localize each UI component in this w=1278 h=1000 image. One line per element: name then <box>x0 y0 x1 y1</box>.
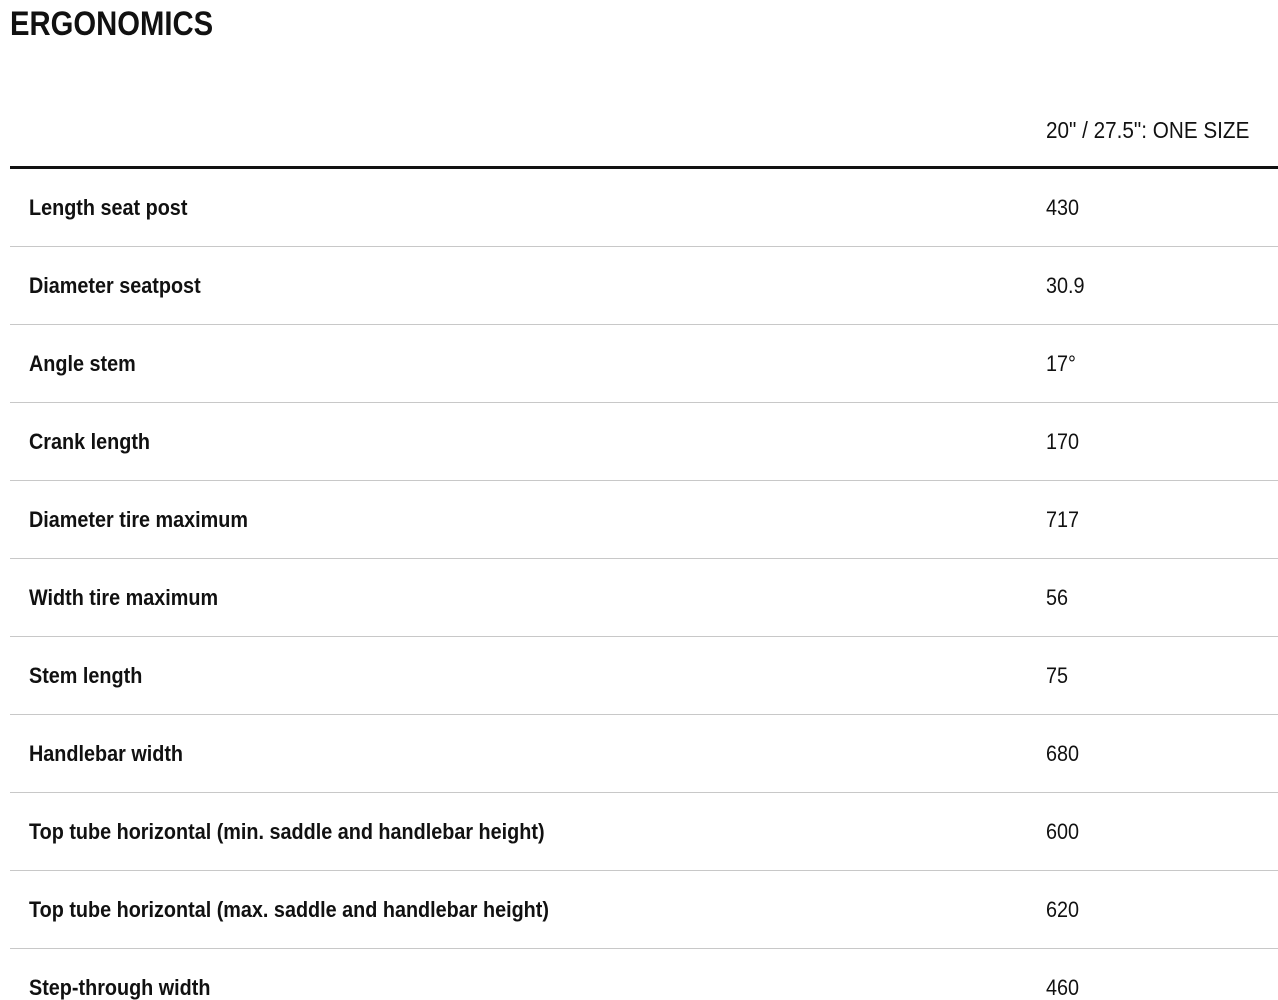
row-label: Step-through width <box>10 949 1046 1000</box>
row-label: Width tire maximum <box>10 559 1046 637</box>
row-value: 460 <box>1046 949 1278 1000</box>
row-value: 717 <box>1046 481 1278 559</box>
row-label: Crank length <box>10 403 1046 481</box>
table-header-row <box>10 94 1278 168</box>
row-label: Stem length <box>10 637 1046 715</box>
row-label: Length seat post <box>10 168 1046 247</box>
row-label: Angle stem <box>10 325 1046 403</box>
row-label: Top tube horizontal (max. saddle and handlebar height) <box>10 871 1046 949</box>
row-value: 600 <box>1046 793 1278 871</box>
row-value: 56 <box>1046 559 1278 637</box>
table-row <box>10 949 1278 1000</box>
row-value: 17° <box>1046 325 1278 403</box>
table-row <box>10 481 1278 559</box>
table-row <box>10 247 1278 325</box>
row-value: 680 <box>1046 715 1278 793</box>
table-row <box>10 403 1278 481</box>
row-value: 30.9 <box>1046 247 1278 325</box>
table-row <box>10 793 1278 871</box>
row-label: Diameter tire maximum <box>10 481 1046 559</box>
label-column-header <box>10 94 1046 168</box>
row-label: Top tube horizontal (min. saddle and handlebar height) <box>10 793 1046 871</box>
row-value: 75 <box>1046 637 1278 715</box>
table-row <box>10 168 1278 247</box>
size-column-header-text: 20" / 27.5": ONE SIZE <box>1046 116 1250 143</box>
table-row <box>10 871 1278 949</box>
section-title: ERGONOMICS <box>10 5 214 43</box>
row-value: 430 <box>1046 168 1278 247</box>
row-value: 620 <box>1046 871 1278 949</box>
row-label: Handlebar width <box>10 715 1046 793</box>
table-row <box>10 637 1278 715</box>
row-value: 170 <box>1046 403 1278 481</box>
table-row <box>10 715 1278 793</box>
ergonomics-table <box>10 94 1278 1000</box>
row-label: Diameter seatpost <box>10 247 1046 325</box>
size-column-header <box>1046 94 1278 168</box>
table-row <box>10 325 1278 403</box>
table-row <box>10 559 1278 637</box>
